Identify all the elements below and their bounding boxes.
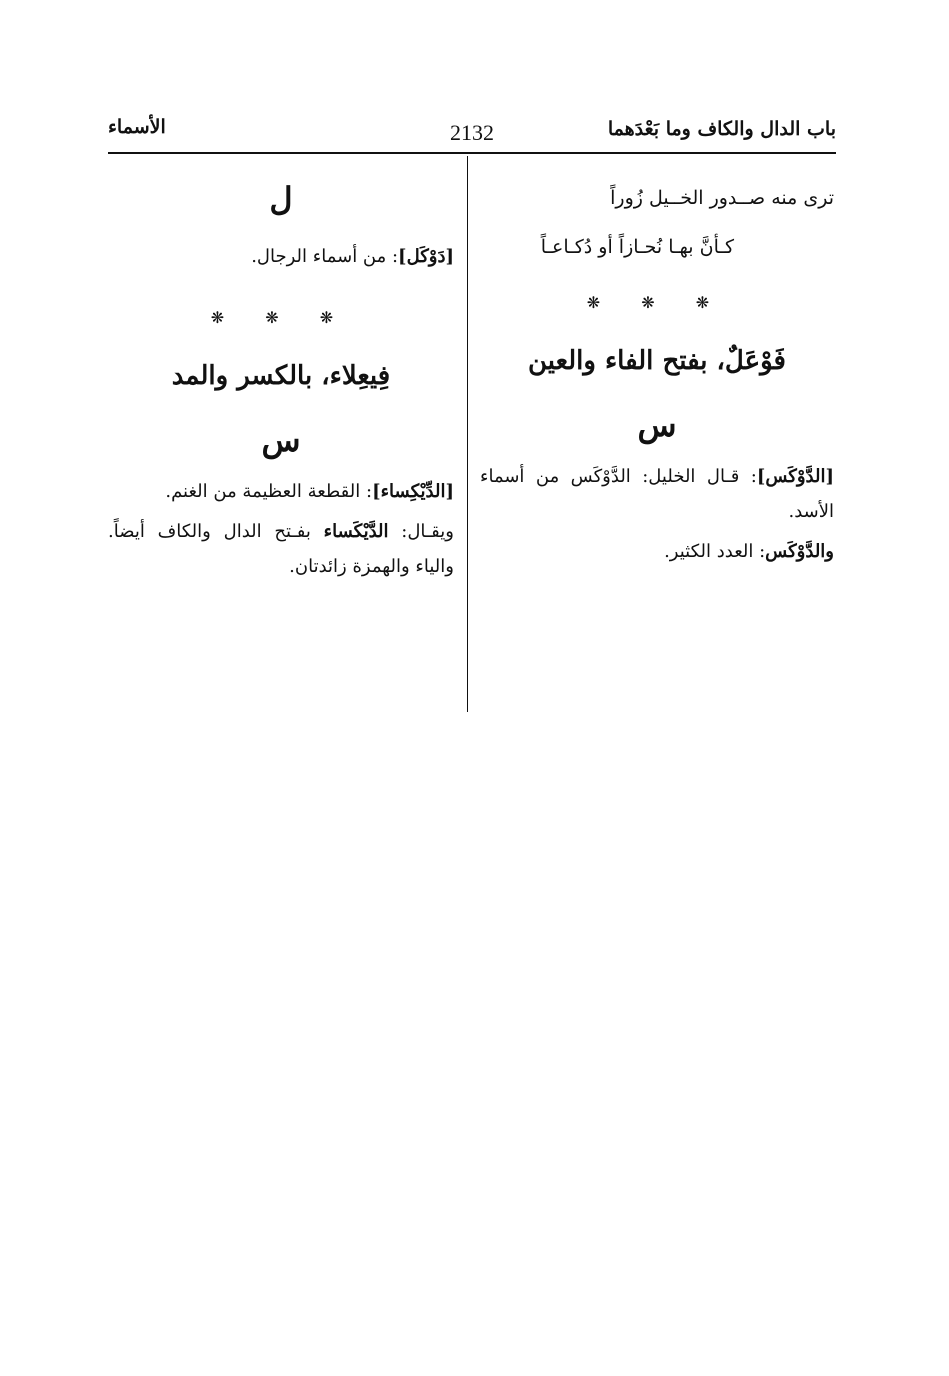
section-title: فَوْعَلٌ، بفتح الفاء والعين (528, 346, 786, 377)
entry-definition: : قـال الخليل: الدَّوْكَس من أسماء الأسد. (480, 466, 834, 522)
verse-line-1: ترى منه صــدور الخــيل زُوراً (610, 187, 834, 209)
entry-definition: : من أسماء الرجال. (251, 246, 399, 267)
section-separator: ❋ ❋ ❋ (586, 293, 728, 313)
dictionary-entry (480, 535, 834, 569)
section-separator: ❋ ❋ ❋ (210, 308, 352, 328)
dictionary-entry (108, 475, 454, 509)
page-number: 2132 (450, 120, 494, 145)
entry-prefix: ويقـال: (388, 521, 454, 543)
chapter-title: باب الدال والكاف وما بَعْدَهما (607, 118, 836, 140)
entry-definition: : القطعة العظيمة من الغنم. (165, 481, 373, 503)
entry-headword: [دَوْكَل] (398, 246, 454, 267)
section-title: فِيعِلاء، بالكسر والمد (171, 361, 391, 392)
right-column (480, 170, 834, 569)
header-rule (108, 152, 836, 154)
left-column (108, 170, 454, 584)
letter-heading: س (261, 421, 301, 460)
dictionary-entry (480, 460, 834, 528)
dictionary-entry (108, 515, 454, 583)
entry-definition: بفـتح الدال والكاف أيضاً. والياء والهمزة زائدتان. (108, 521, 454, 577)
letter-heading: س (637, 406, 677, 445)
entry-headword: والدَّوْكَس (765, 540, 834, 562)
entry-definition: : العدد الكثير. (664, 540, 766, 562)
dictionary-entry (108, 240, 454, 274)
entry-headword: [الدِّيْكِساء] (372, 481, 454, 503)
section-label: الأسماء (108, 116, 166, 138)
entry-headword: [الدَّوْكَس] (756, 466, 834, 488)
page-header (108, 112, 836, 154)
verse-line-2: كـأنَّ بهـا نُحـازاً أو دُكـاعـاً (540, 235, 734, 258)
column-divider (467, 156, 468, 712)
entry-headword: الدَّيْكَساء (323, 521, 389, 543)
letter-heading: ل (269, 180, 293, 218)
